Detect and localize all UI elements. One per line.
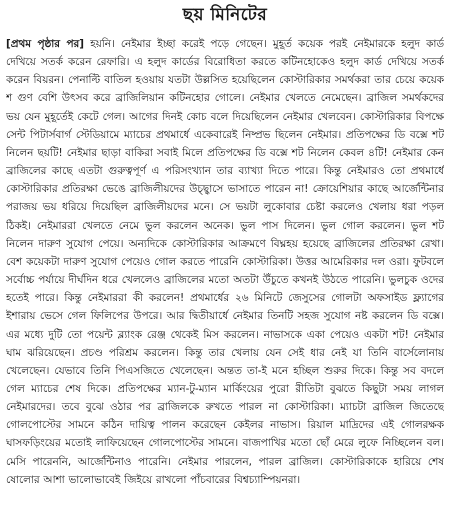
article-body xyxy=(6,35,444,489)
news-article xyxy=(6,4,444,527)
article-body-text: হয়নি। নেইমার ইচ্ছা করেই পড়ে গেছেন। মুহূর্ত কয়েক পরই নেইমারকে হলুদ কার্ড দেখিয়ে সতর্ক করেন রেফারি। এ হলুদ কার্ডের বিরোধিতা করতে কটিনহোকেও হলুদ কার্ড দেখিয়ে সতর্ক করেন বিয়রন। পেনাল্টি বাতিল হওয়ায় যতটা উল্লসিত হয়েছিলেন কোস্টারিকার সমর্থকরা তার চেয়ে কয়েক শ গুণ বেশি উৎসব করে ব্রাজিলিয়ান কটিনহোর গোলে। নেইমার খেলতে নেমেছেন। ব্রাজিল সমর্থকদের ভয় যেন মুহূর্তেই কেটে গেল। আগের দিনই কোচ বলে দিয়েছিলেন নেইমার খেলবেন। কোস্টারিকার বিপক্ষে সেন্ট পিটার্সবার্গ স্টেডিয়ামে ম্যাচের প্রথমার্ধে একেবারেই নিষ্প্রভ ছিলেন নেইমার। প্রতিপক্ষের ডি বক্সে শট নিলেন ছয়টি! নেইমার ছাড়া বাকিরা সবাই মিলে প্রতিপক্ষের ডি বক্সে শট নিলেন কেবল ৪টি! নেইমার কেন ব্রাজিলের কাছে এতটা গুরুত্বপূর্ণ এ পরিসংখ্যান তার ব্যাখ্যা দিতে পারে। কিন্তু নেইমারও তো প্রথমার্ধে কোস্টারিকার প্রতিরক্ষা ভেঙে ব্রাজিলীয়দের উচ্ছ্বাসে ভাসাতে পারেন না! ক্রোয়েশিয়ার কাছে আর্জেন্টিনার পরাজয় ভয় ধরিয়ে দিয়েছিল ব্রাজিলীয়দের মনে। সে ভয়টা লুকোবার চেষ্টা করলেও খেলায় ধরা পড়ল ঠিকই। নেইমাররা খেলতে নেমে ভুল করলেন অনেক। ভুল পাস দিলেন। ভুল গোল করলেন। ভুল শট নিলেন দারুণ সুযোগ পেয়ে। অন্যদিকে কোস্টারিকার আক্রমণে বিঘ্নহয় হয়েছে ব্রাজিলের প্রতিরক্ষা রেখা। বেশ কয়েকটা দারুণ সুযোগ পেয়েও গোল করতে পারেনি কোস্টারিকা। উত্তর আমেরিকার দল ওরা। ফুটবলে সর্বোচ্চ পর্যায়ে দীর্ঘদিন ধরে খেললেও ব্রাজিলের মতো অতটা উঁচুতে কখনই উঠতে পারেনি। ভুলচুক ওদের হতেই পারে। কিন্তু নেইমাররা কী করলেন! প্রথমার্ধের ২৬ মিনিটে জেসুসের গোলটা অফসাইড ফ্ল্যাগের ইশারায় ভেসে গেল ফিলিপের উপরে। আর দ্বিতীয়ার্ধে নেইমার তিনটি সহজ সুযোগ নষ্ট করলেন ডি বক্সে। এর মধ্যে দুটি তো পয়েন্ট ব্ল্যাংক রেঞ্জ থেকেই মিস করলেন। নাভাসকে একা পেয়েও একটা শট! নেইমার ঘাম ঝরিয়েছেন। প্রচণ্ড পরিশ্রম করলেন। কিন্তু তার খেলায় যেন সেই ধার নেই যা তিনি বার্সেলোনায় খেলেছেন। যেভাবে তিনি পিএসজিতে খেলেছেন। অন্তত তা-ই মনে হচ্ছিল শুরুর দিকে। কিন্তু সব বদলে গেল ম্যাচের শেষ দিকে। প্রতিপক্ষের ম্যান-টু-ম্যান মার্কিংয়ের পুরো রীতিটা বুঝতে কিছুটা সময় লাগল নেইমারদের। তবে বুঝে ওঠার পর ব্রাজিলকে রুখতে পারল না কোস্টারিকা। ম্যাচটা ব্রাজিল জিতেছে গোলপোস্টের সামনে কঠিন দায়িত্ব পালন করেছেন কেইলর নাভাস। রিয়াল মাদ্রিদের এই গোলরক্ষক ঘাসফড়িংয়ের মতোই লাফিয়েছেন গোলপোস্টের সামনে। বাজপাখির মতো ছোঁ মেরে লুফে নিচ্ছিলেন বল। মেসি পারেননি, আর্জেন্টিনাও পারেনি। নেইমার পারলেন, পারল ব্রাজিল। কোস্টারিকাকে হারিয়ে শেষ ষোলোর আশা ভালোভাবেই জিইয়ে রাখলো পাঁচবারের বিশ্বচ্যাম্পিয়নরা। xyxy=(6,38,444,486)
article-headline: ছয় মিনিটের xyxy=(182,5,268,25)
continued-from-front-page-tag: [প্রথম পৃষ্ঠার পর] xyxy=(6,38,85,50)
